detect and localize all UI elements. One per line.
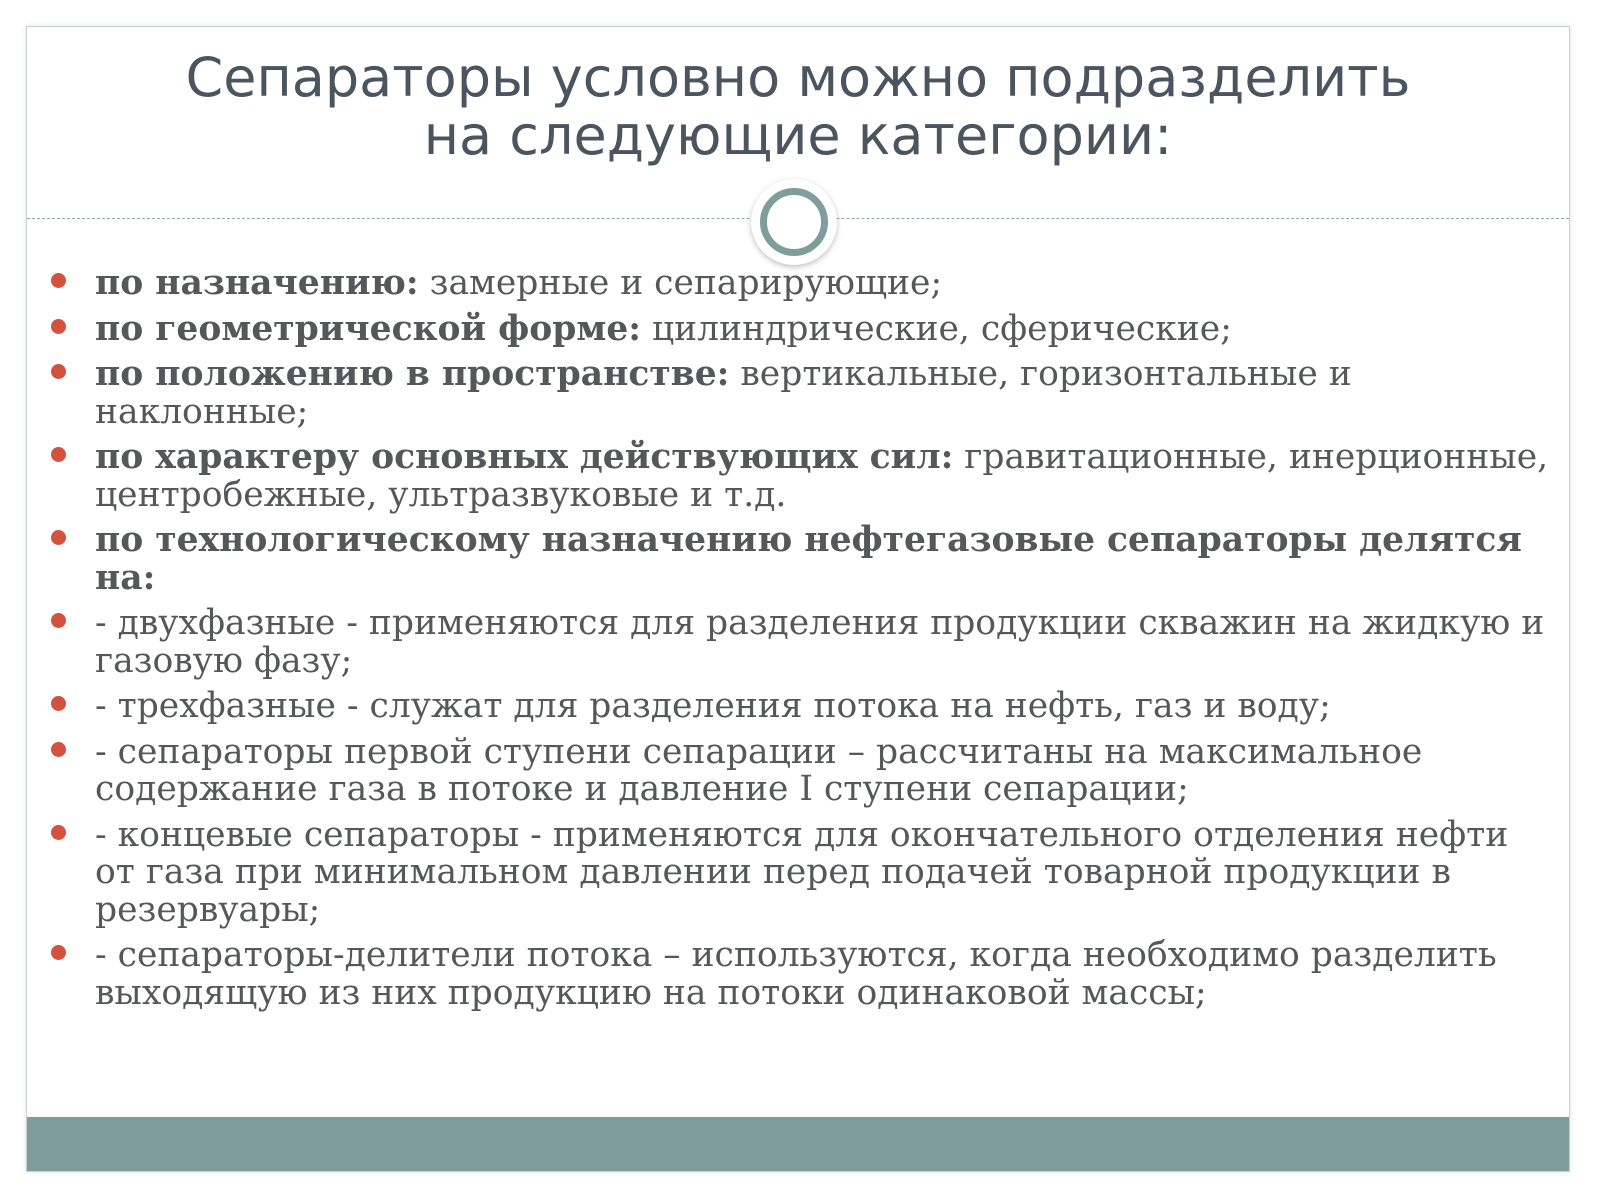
bullet-icon	[51, 364, 66, 379]
list-item-geometry	[49, 308, 1549, 349]
item-text: - трехфазные - служат для разделения потока на нефть, газ и воду;	[95, 686, 1331, 726]
list-item-first-stage	[49, 731, 1549, 809]
slide-title	[27, 46, 1569, 167]
list-item-three-phase	[49, 688, 1549, 726]
item-text: - концевые сепараторы - применяются для окончательного отделения нефти от газа при минимальном давлении перед подачей товарной продукции в резервуары;	[95, 814, 1509, 930]
ring-ornament-icon	[751, 179, 837, 265]
item-text: цилиндрические, сферические;	[641, 308, 1232, 349]
item-text: замерные и сепарирующие;	[418, 263, 943, 303]
item-heading: по технологическому назначению нефтегазовые сепараторы делятся на:	[95, 520, 1522, 598]
bullet-icon	[51, 530, 66, 545]
list-item-position	[49, 356, 1549, 431]
category-list	[49, 265, 1549, 1020]
bullet-icon	[51, 319, 66, 334]
list-item-forces	[49, 439, 1549, 514]
bullet-icon	[51, 273, 66, 288]
list-item-two-phase	[49, 605, 1549, 680]
slide	[26, 26, 1570, 1172]
bullet-icon	[51, 742, 66, 757]
list-item-purpose	[49, 265, 1549, 303]
bullet-icon	[51, 613, 66, 628]
list-item-final	[49, 814, 1549, 930]
item-heading: по характеру основных действующих сил:	[95, 437, 954, 477]
title-line-1: Сепараторы условно можно подразделить	[185, 46, 1411, 109]
item-heading: по геометрической форме:	[95, 308, 642, 349]
title-line-2: на следующие категории:	[423, 104, 1173, 167]
bullet-icon	[51, 447, 66, 462]
item-heading: по назначению:	[95, 263, 419, 303]
bullet-icon	[51, 825, 66, 840]
item-text: - сепараторы-делители потока – используются, когда необходимо разделить выходящую из них продукцию на потоки одинаковой массы;	[95, 935, 1497, 1013]
item-text: вертикальные, горизонтальные и наклонные;	[95, 354, 1352, 432]
bullet-icon	[51, 945, 66, 960]
item-text: - двухфазные - применяются для разделения продукции скважин на жидкую и газовую фазу;	[95, 603, 1545, 681]
item-heading: по положению в пространстве:	[95, 354, 730, 394]
bullet-icon	[51, 696, 66, 711]
ring-inner	[760, 188, 828, 256]
list-item-technology	[49, 522, 1549, 597]
item-text: гравитационные, инерционные, центробежные, ультразвуковые и т.д.	[95, 437, 1549, 515]
footer-bar	[27, 1117, 1569, 1171]
item-text: - сепараторы первой ступени сепарации – рассчитаны на максимальное содержание газа в потоке и давление I ступени сепарации;	[95, 731, 1423, 809]
list-item-divider	[49, 937, 1549, 1012]
